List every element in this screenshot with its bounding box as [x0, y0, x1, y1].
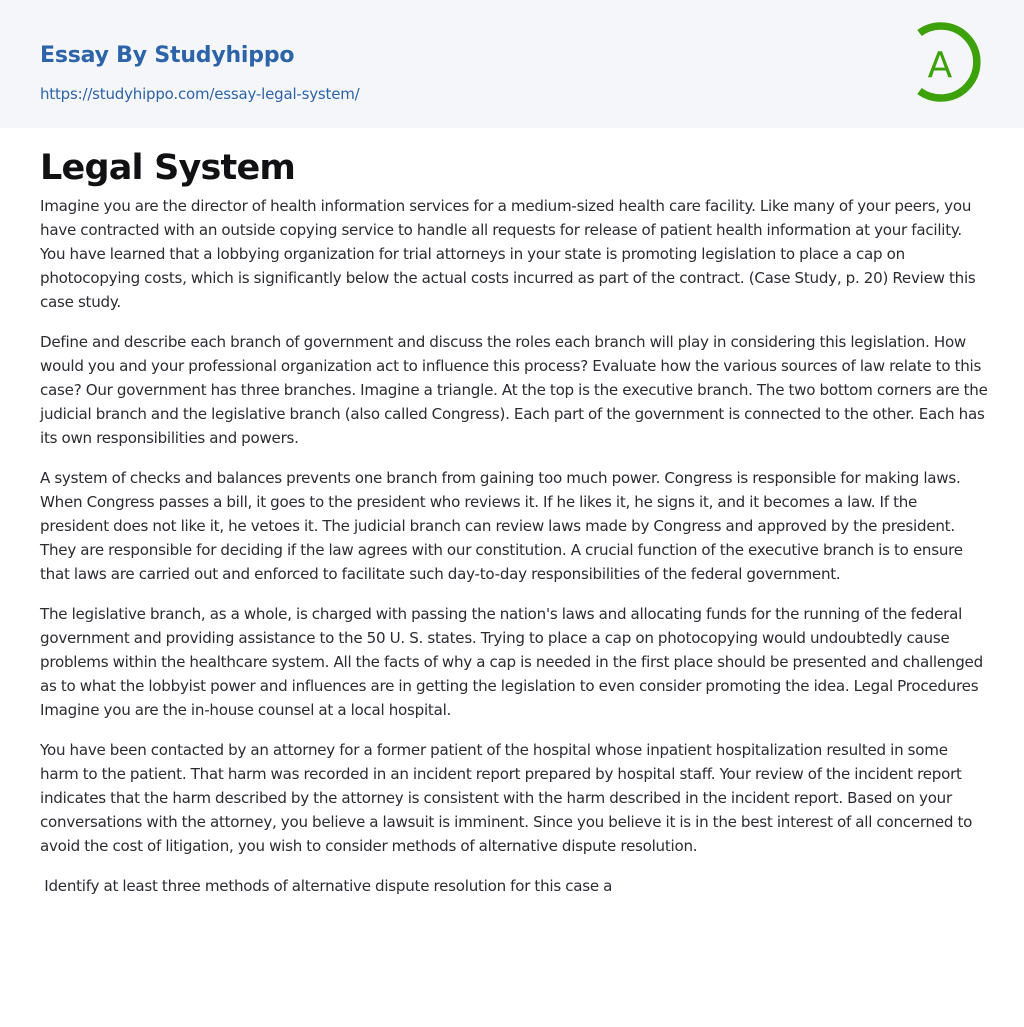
essay-paragraph: A system of checks and balances prevents one branch from gaining too much power. Congress is responsible for making laws. When Congress passes a bill, it goes to the president who reviews it. If he likes it, he signs it, and it becomes a law. If the president does not like it, he vetoes it. The judicial branch can review laws made by Congress and approved by the president. They are responsible for deciding if the law agrees with our constitution. A crucial function of the executive branch is to ensure that laws are carried out and enforced to facilitate such day-to-day responsibilities of the federal government. [40, 469, 963, 583]
essay-paragraph: The legislative branch, as a whole, is charged with passing the nation's laws and allocating funds for the running of the federal government and providing assistance to the 50 U. S. states. Trying to place a cap on photocopying would undoubtedly cause problems within the healthcare system. All the facts of why a cap is needed in the first place should be presented and challenged as to what the lobbyist power and influences are in getting the legislation to even consider promoting the idea. Legal Procedures Imagine you are the in-house counsel at a local hospital. [40, 605, 983, 719]
logo-a-circle-icon [912, 19, 988, 105]
essay-paragraph: Define and describe each branch of government and discuss the roles each branch will play in considering this legislation. How would you and your professional organization act to influence this process? Evaluate how the various sources of law relate to this case? Our government has three branches. Imagine a triangle. At the top is the executive branch. The two bottom corners are the judicial branch and the legislative branch (also called Congress). Each part of the government is connected to the other. Each has its own responsibilities and powers. [40, 333, 988, 447]
site-header [0, 0, 1024, 128]
page-title: Legal System [40, 148, 296, 188]
essay-paragraph: Imagine you are the director of health information services for a medium-sized health care facility. Like many of your peers, you have contracted with an outside copying service to handle all requests for release of patient health information at your facility. You have learned that a lobbying organization for trial attorneys in your state is promoting legislation to place a cap on photocopying costs, which is significantly below the actual costs incurred as part of the contract. (Case Study, p. 20) Review this case study. [40, 197, 976, 311]
brand-title[interactable]: Essay By Studyhippo [40, 43, 295, 68]
essay-body [40, 194, 990, 914]
essay-paragraph: You have been contacted by an attorney for a former patient of the hospital whose inpatient hospitalization resulted in some harm to the patient. That harm was recorded in an incident report prepared by hospital staff. Your review of the incident report indicates that the harm described by the attorney is consistent with the harm described in the incident report. Based on your conversations with the attorney, you believe a lawsuit is imminent. Since you believe it is in the best interest of all concerned to avoid the cost of litigation, you wish to consider methods of alternative dispute resolution. [40, 741, 973, 855]
essay-url-link[interactable]: https://studyhippo.com/essay-legal-system/ [40, 85, 360, 103]
essay-paragraph-truncated: Identify at least three methods of alternative dispute resolution for this case a [40, 877, 613, 895]
svg-text:A: A [927, 45, 953, 86]
studyhippo-logo[interactable] [912, 19, 988, 105]
